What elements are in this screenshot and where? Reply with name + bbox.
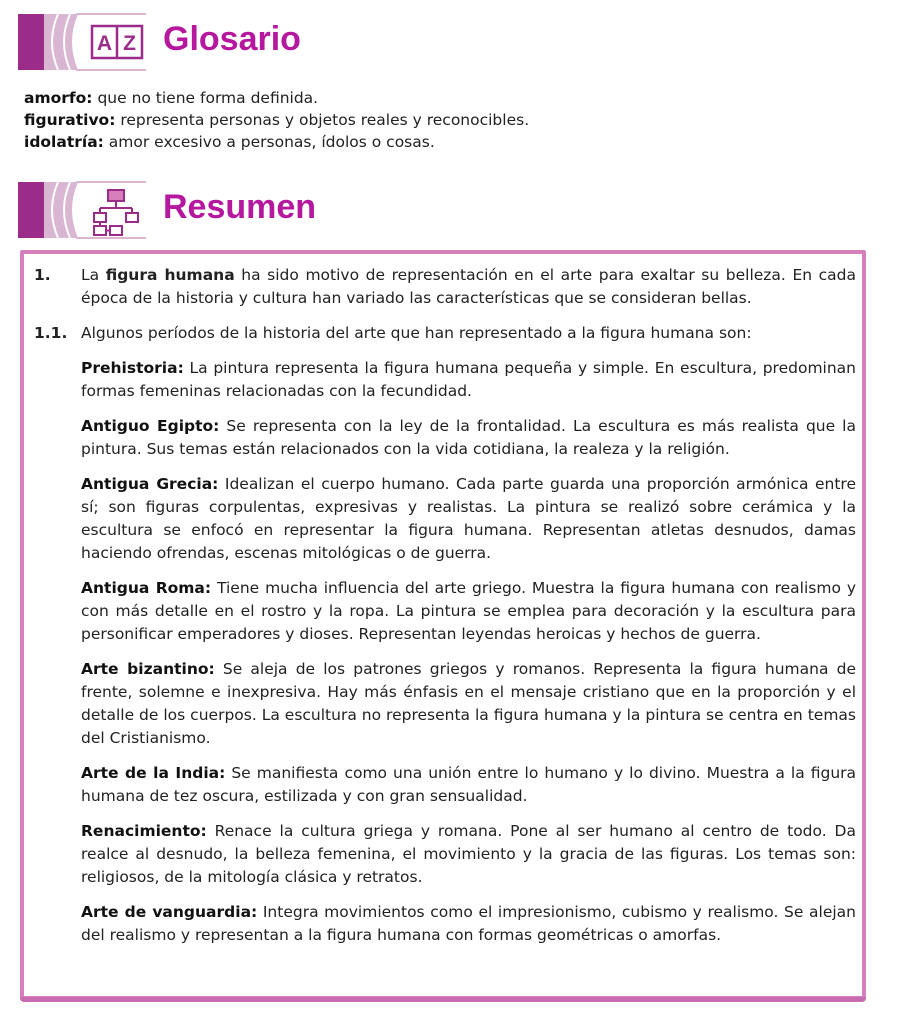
period-arte-de-vanguardia xyxy=(81,901,856,947)
period-text: Se representa con la ley de la frontalidad. La escultura es más realista que la pintura. Sus temas están relacionados con la vida cotidiana, la realeza y la religión. xyxy=(81,417,856,458)
period-antigua-roma xyxy=(81,577,856,646)
period-name: Renacimiento: xyxy=(81,822,207,840)
resumen-header xyxy=(18,180,348,240)
period-text: La pintura representa la figura humana pequeña y simple. En escultura, predominan formas femeninas relacionadas con la fecundidad. xyxy=(81,359,856,400)
period-name: Antiguo Egipto: xyxy=(81,417,220,435)
glossary-term: idolatría: xyxy=(24,133,104,151)
summary-content xyxy=(34,264,856,959)
item-number: 1. xyxy=(34,266,51,284)
item-text-bold: figura humana xyxy=(105,266,235,284)
period-text: Idealizan el cuerpo humano. Cada parte guarda una proporción armónica entre sí; son figuras corpulentas, expresivas y realistas. La pintura se realizó sobre cerámica y la escultura se enfocó en representar la figura humana. Representan atletas desnudos, damas haciendo ofrendas, escenas mitológicas o de guerra. xyxy=(81,475,856,562)
glossary-list xyxy=(24,87,864,153)
glossary-definition: amor excesivo a personas, ídolos o cosas. xyxy=(108,133,435,151)
svg-text:Z: Z xyxy=(123,32,136,55)
period-text: Integra movimientos como el impresionismo, cubismo y realismo. Se alejan del realismo y representan a la figura humana con formas geométricas o amorfas. xyxy=(81,903,856,944)
glossary-term: amorfo: xyxy=(24,89,93,107)
period-antigua-grecia xyxy=(81,473,856,565)
period-text: Se aleja de los patrones griegos y romanos. Representa la figura humana de frente, solemne e inexpresiva. Hay más énfasis en el mensaje cristiano que en la proporción y el detalle de los cuerpos. La escultura no representa la figura humana y la pintura se centra en temas del Cristianismo. xyxy=(81,660,856,747)
period-text: Tiene mucha influencia del arte griego. Muestra la figura humana con realismo y con más detalle en el rostro y la ropa. La pintura se emplea para decoración y la escultura para personificar emperadores y dioses. Representan leyendas heroicas y hechos de guerra. xyxy=(81,579,857,643)
glossary-entry xyxy=(24,109,864,131)
period-name: Prehistoria: xyxy=(81,359,184,377)
summary-diagram-icon xyxy=(18,180,148,240)
item-number: 1.1. xyxy=(34,324,68,342)
summary-box xyxy=(20,250,866,1000)
resumen-title: Resumen xyxy=(163,188,317,226)
period-name: Arte de vanguardia: xyxy=(81,903,258,921)
summary-item-1-1 xyxy=(34,322,856,345)
period-name: Antigua Roma: xyxy=(81,579,212,597)
period-text: Renace la cultura griega y romana. Pone al ser humano al centro de todo. Da realce al desnudo, la belleza femenina, el movimiento y la gracia de las figuras. Los temas son: religiosos, de la mitología clásica y retratos. xyxy=(81,822,856,886)
svg-text:A: A xyxy=(96,32,113,55)
period-arte-de-la-india xyxy=(81,762,856,808)
glossary-definition: que no tiene forma definida. xyxy=(97,89,319,107)
glosario-header xyxy=(18,12,348,72)
period-name: Antigua Grecia: xyxy=(81,475,219,493)
glossary-entry xyxy=(24,87,864,109)
item-text: Algunos períodos de la historia del arte que han representado a la figura humana son: xyxy=(81,324,752,342)
glossary-term: figurativo: xyxy=(24,111,116,129)
period-name: Arte bizantino: xyxy=(81,660,215,678)
glossary-entry xyxy=(24,131,864,153)
item-text-prefix: La xyxy=(81,266,106,284)
period-name: Arte de la India: xyxy=(81,764,226,782)
glosario-title: Glosario xyxy=(163,20,301,58)
period-renacimiento xyxy=(81,820,856,889)
item-text xyxy=(81,264,856,310)
period-prehistoria xyxy=(81,357,856,403)
glossary-definition: representa personas y objetos reales y reconocibles. xyxy=(120,111,530,129)
period-text: Se manifiesta como una unión entre lo humano y lo divino. Muestra a la figura humana de tez oscura, estilizada y con gran sensualidad. xyxy=(81,764,857,805)
summary-item-1 xyxy=(34,264,856,310)
period-antiguo-egipto xyxy=(81,415,856,461)
period-arte-bizantino xyxy=(81,658,856,750)
item-text-rest: ha sido motivo de representación en el arte para exaltar su belleza. En cada época de la historia y cultura han variado las características que se consideran bellas. xyxy=(81,266,856,307)
glossary-az-icon xyxy=(18,12,148,72)
